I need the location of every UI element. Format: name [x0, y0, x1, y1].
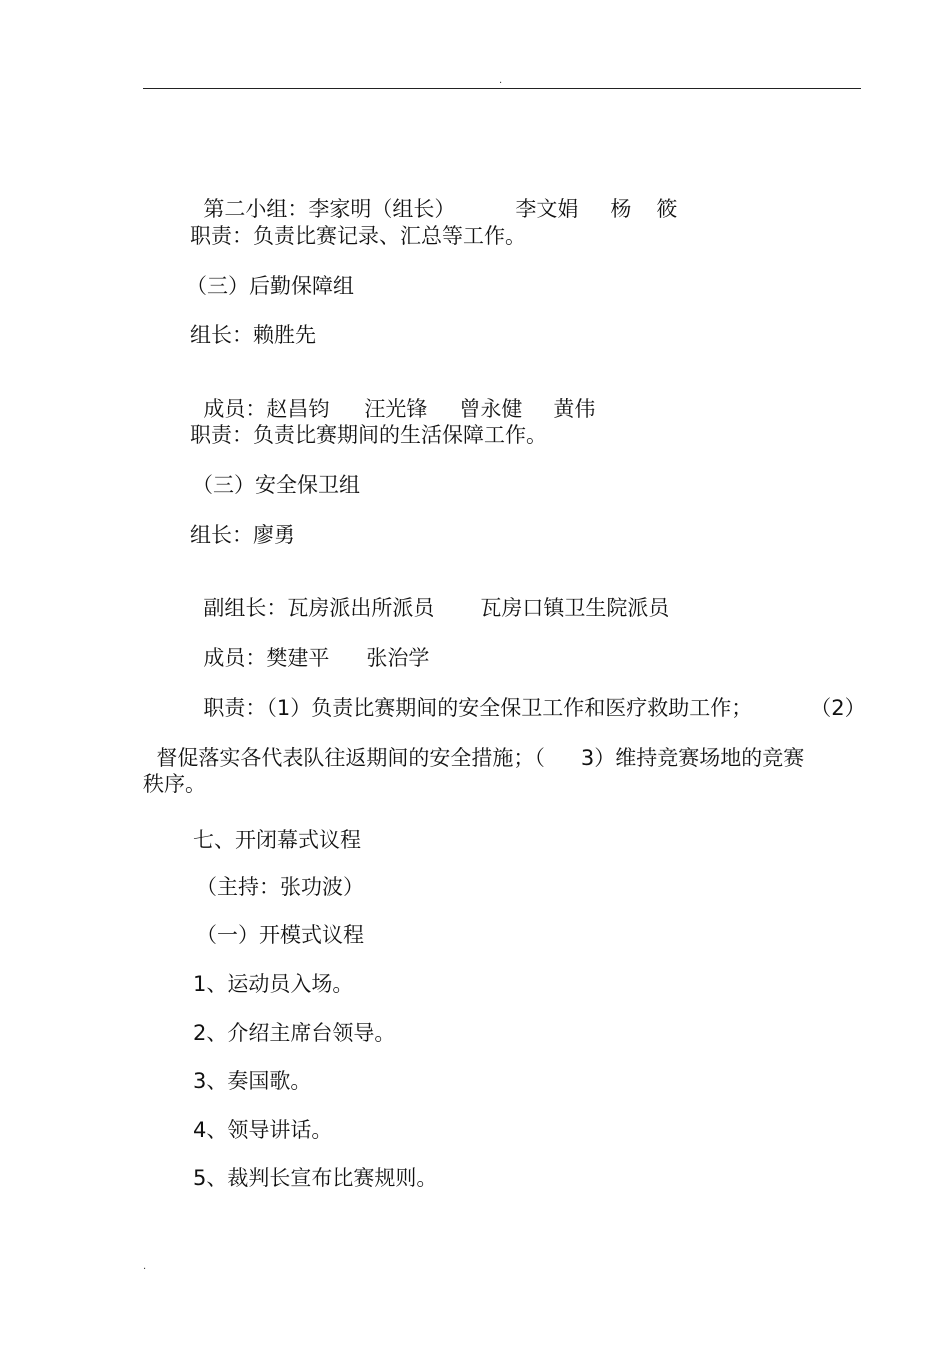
ceremony-host: （主持：张功波） — [196, 875, 364, 899]
security-leader: 组长：廖勇 — [190, 523, 295, 547]
security-deputy-2: 瓦房口镇卫生院派员 — [480, 596, 670, 620]
ceremony-heading: 七、开闭幕式议程 — [193, 828, 361, 852]
logistics-duty: 职责：负责比赛期间的生活保障工作。 — [190, 423, 547, 447]
agenda-item-2: 2、介绍主席台领导。 — [193, 1021, 396, 1045]
agenda-item-1: 1、运动员入场。 — [193, 972, 354, 996]
group2-leader: 第二小组：李家明（组长） — [203, 197, 456, 221]
security-duty-line-2 — [143, 722, 804, 770]
logistics-member-1: 成员：赵昌钧 — [203, 397, 330, 421]
security-duty-line-3: 秩序。 — [143, 772, 206, 796]
security-deputy-1: 副组长：瓦房派出所派员 — [203, 596, 435, 620]
security-duty-2-label: （2） — [810, 696, 866, 720]
security-duty-2: 督促落实各代表队往返期间的安全措施；（ — [156, 746, 545, 770]
group2-duty: 职责：负责比赛记录、汇总等工作。 — [190, 224, 526, 248]
footer-dot: . — [143, 1261, 147, 1272]
security-duty-3: 3）维持竞赛场地的竞赛 — [580, 746, 805, 770]
logistics-member-4: 黄伟 — [553, 397, 596, 421]
group2-member-2b: 筱 — [656, 197, 678, 221]
opening-agenda-heading: （一）开模式议程 — [196, 923, 364, 947]
agenda-item-5: 5、裁判长宣布比赛规则。 — [193, 1166, 438, 1190]
security-member-2: 张治学 — [366, 646, 430, 670]
logistics-member-3: 曾永健 — [459, 397, 523, 421]
logistics-leader: 组长：赖胜先 — [190, 323, 316, 347]
agenda-item-3: 3、奏国歌。 — [193, 1069, 312, 1093]
group2-member-1: 李文娟 — [515, 197, 579, 221]
security-duty-1: 职责：（1）负责比赛期间的安全保卫工作和医疗救助工作； — [203, 696, 753, 720]
security-members — [190, 622, 429, 670]
logistics-members — [190, 373, 595, 421]
header-rule — [143, 88, 861, 89]
security-deputy — [190, 572, 669, 620]
agenda-item-4: 4、领导讲话。 — [193, 1118, 333, 1142]
logistics-member-2: 汪光锋 — [364, 397, 428, 421]
logistics-heading: （三）后勤保障组 — [186, 274, 354, 298]
security-heading: （三）安全保卫组 — [192, 473, 360, 497]
security-duty-line-1 — [190, 672, 866, 720]
group2-member-2a: 杨 — [610, 197, 632, 221]
header-dot: . — [499, 75, 503, 86]
group2-line — [190, 173, 677, 221]
security-member-1: 成员：樊建平 — [203, 646, 330, 670]
